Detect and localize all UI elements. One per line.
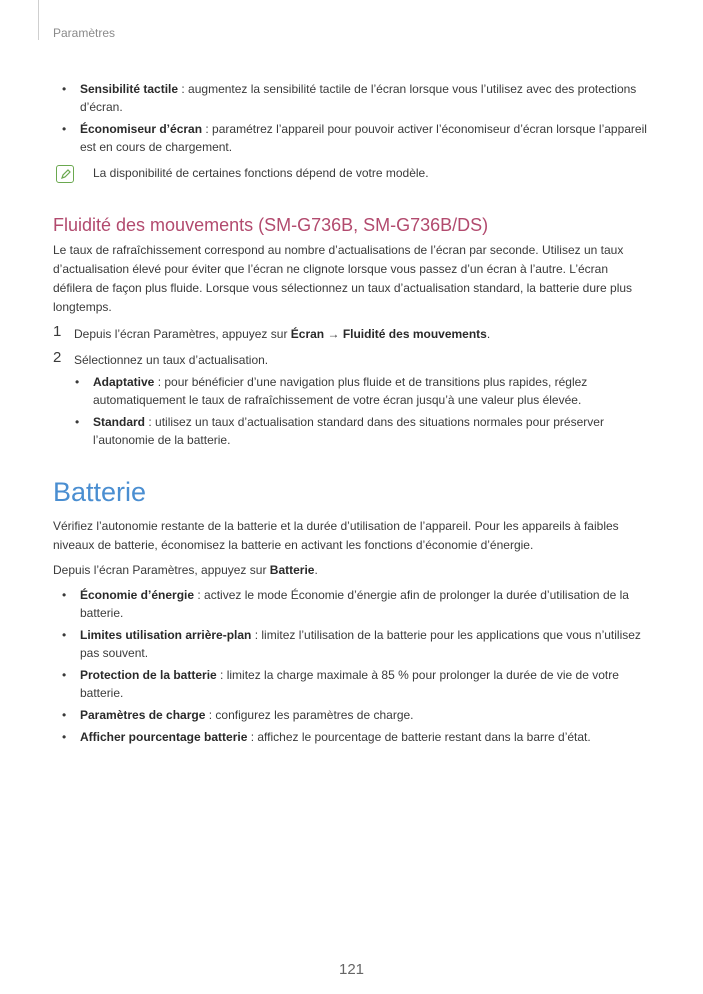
list-item [53, 120, 648, 156]
list-item [53, 80, 648, 116]
bullet-text: : pour bénéficier d’une navigation plus fluide et de transitions plus rapides, réglez automatiquement le taux de rafraîchissement de votre écran jusqu’à une valeur plus élevée. [93, 375, 588, 407]
bullet-term: Paramètres de charge [80, 708, 206, 722]
refresh-rate-options [66, 373, 648, 449]
bullet-term: Adaptative [93, 375, 155, 389]
note-pencil-icon [56, 165, 74, 183]
page-content [53, 80, 648, 750]
list-item [53, 626, 648, 662]
bullet-term: Protection de la batterie [80, 668, 217, 682]
menu-path-battery: Batterie [269, 563, 315, 577]
list-item [53, 706, 648, 724]
bullet-text: : limitez la charge maximale à 85 % pour prolonger la durée de vie de votre batterie. [80, 668, 619, 700]
bullet-text: : utilisez un taux d’actualisation standard dans des situations normales pour préserver l’autonomie de la batterie. [93, 415, 604, 447]
battery-instruction [53, 561, 648, 580]
step-text: Sélectionnez un taux d’actualisation. [74, 353, 269, 367]
list-item [66, 413, 648, 449]
step-number: 1 [53, 323, 62, 340]
bullet-text: : affichez le pourcentage de batterie restant dans la barre d’état. [247, 730, 591, 744]
bullet-text: : activez le mode Économie d’énergie afin de prolonger la durée d’utilisation de la batterie. [80, 588, 629, 620]
section-header: Paramètres [53, 26, 116, 40]
menu-path-ecran: Écran [290, 327, 325, 341]
instruction-text: Depuis l’écran Paramètres, appuyez sur [53, 563, 270, 577]
list-item [66, 373, 648, 409]
intro-bullet-list [53, 80, 648, 156]
bullet-term: Limites utilisation arrière-plan [80, 628, 252, 642]
step-1 [53, 325, 648, 343]
note-text: La disponibilité de certaines fonctions dépend de votre modèle. [93, 166, 429, 180]
list-item [53, 666, 648, 702]
header-rule [38, 0, 39, 40]
bullet-term: Afficher pourcentage batterie [80, 730, 248, 744]
bullet-text: : augmentez la sensibilité tactile de l’écran lorsque vous l’utilisez avec des protections d’écran. [80, 82, 637, 114]
battery-paragraph: Vérifiez l’autonomie restante de la batterie et la durée d’utilisation de l’appareil. Pour les appareils à faibles niveaux de batterie, économisez la batterie en activant les fonctions d’économie d’énergie. [53, 519, 619, 552]
page-number: 121 [338, 961, 365, 978]
list-item [53, 586, 648, 622]
step-2 [53, 351, 648, 369]
bullet-text: : limitez l’utilisation de la batterie pour les applications que vous n’utilisez pas souvent. [80, 628, 641, 660]
step-text: Depuis l’écran Paramètres, appuyez sur [74, 327, 291, 341]
note [53, 164, 648, 183]
section-title-fluidity: Fluidité des mouvements (SM-G736B, SM-G736B/DS) [53, 215, 489, 235]
bullet-text: : configurez les paramètres de charge. [205, 708, 414, 722]
step-number: 2 [53, 349, 62, 366]
battery-bullet-list [53, 586, 648, 746]
list-item [53, 728, 648, 746]
bullet-term: Standard [93, 415, 146, 429]
instruction-text-end: . [314, 563, 318, 577]
arrow-icon: → [324, 327, 343, 341]
menu-path-fluidity: Fluidité des mouvements [342, 327, 487, 341]
section-title-battery: Batterie [53, 477, 147, 507]
fluidity-paragraph: Le taux de rafraîchissement correspond au nombre d’actualisations de l’écran par seconde. Utilisez un taux d’actualisation élevé pour éviter que l’écran ne clignote lorsque vous passez d’un écran à l’autre. L’écran défilera de façon plus fluide. Lorsque vous sélectionnez un taux d’actualisation standard, la batterie dure plus longtemps. [53, 243, 633, 314]
step-text-end: . [486, 327, 491, 341]
bullet-term: Sensibilité tactile [80, 82, 179, 96]
bullet-text: : paramétrez l’appareil pour pouvoir activer l’économiseur d’écran lorsque l’appareil est en cours de chargement. [80, 122, 647, 154]
bullet-term: Économie d’énergie [80, 588, 195, 602]
bullet-term: Économiseur d’écran [80, 122, 203, 136]
